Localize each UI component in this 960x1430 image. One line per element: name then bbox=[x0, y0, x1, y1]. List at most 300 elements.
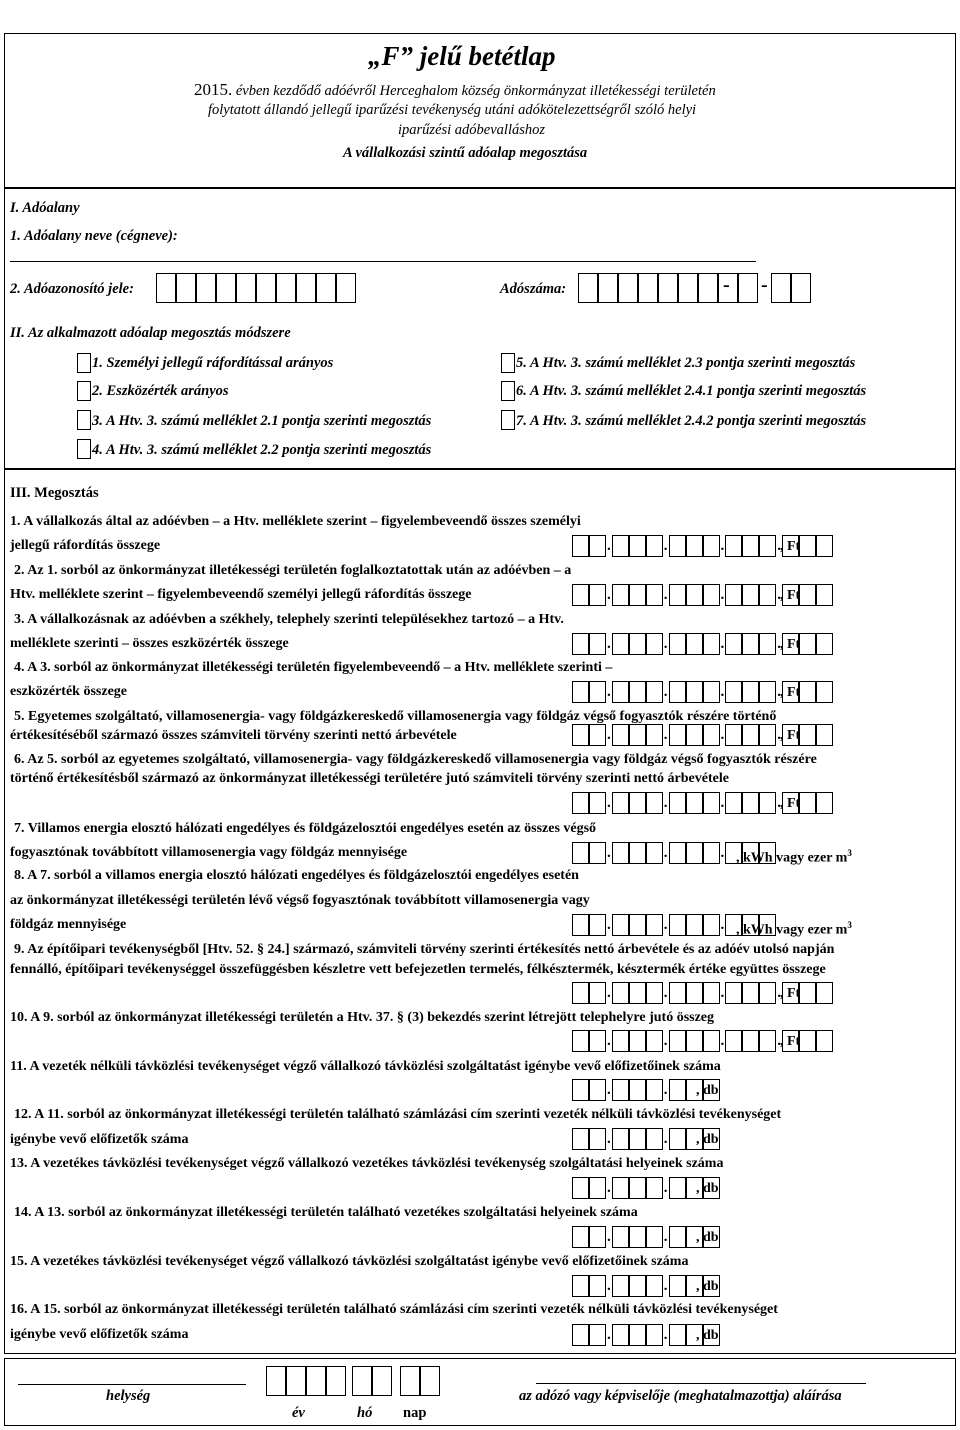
digit-cell[interactable] bbox=[816, 724, 833, 746]
digit-cell[interactable] bbox=[742, 792, 759, 814]
unit-text: , Ft bbox=[780, 728, 801, 743]
item-4-line1: 4. A 3. sorból az önkormányzat illetékességi területén figyelembeveendő – a Htv. melléklete szerinti – bbox=[14, 660, 613, 675]
item-10-unit bbox=[780, 1033, 800, 1050]
item-8-unit bbox=[736, 917, 852, 939]
digit-cell[interactable] bbox=[629, 1324, 646, 1346]
digit-cell[interactable] bbox=[572, 1275, 589, 1297]
item-14-line1: 14. A 13. sorból az önkormányzat illetékességi területén található vezetékes szolgáltatási helyeinek száma bbox=[14, 1205, 638, 1220]
digit-cell[interactable] bbox=[612, 584, 629, 606]
header-subtitle: A vállalkozási szintű adóalap megosztása bbox=[343, 145, 588, 161]
thousands-separator: . bbox=[720, 845, 725, 861]
item-7-line2: fogyasztónak továbbított villamosenergia vagy földgáz mennyisége bbox=[10, 845, 408, 860]
digit-cell[interactable] bbox=[612, 1177, 629, 1199]
item-16-line1: 16. A 15. sorból az önkormányzat illetékességi területén található számlázási cím szerinti vezeték nélküli távközlési tevékenységet bbox=[10, 1302, 778, 1317]
thousands-separator: . bbox=[720, 985, 725, 1001]
digit-cell[interactable] bbox=[686, 914, 703, 936]
unit-text: , Ft bbox=[780, 539, 801, 554]
thousands-separator: . bbox=[663, 636, 668, 652]
digit-cell[interactable] bbox=[703, 535, 720, 557]
item-12-unit bbox=[696, 1131, 719, 1148]
thousands-separator: . bbox=[607, 1229, 611, 1245]
digit-cell[interactable] bbox=[629, 1275, 646, 1297]
digit-cell[interactable] bbox=[816, 792, 833, 814]
digit-cell[interactable] bbox=[703, 982, 720, 1004]
digit-cell[interactable] bbox=[589, 1177, 606, 1199]
digit-cell[interactable] bbox=[725, 792, 742, 814]
method-checkbox-3[interactable] bbox=[77, 410, 91, 430]
thousands-separator: . bbox=[607, 587, 611, 603]
thousands-separator: . bbox=[663, 1229, 668, 1245]
item-2-line2: Htv. melléklete szerint – figyelembeveendő személyi jellegű ráfordítás összege bbox=[10, 587, 472, 602]
digit-cell[interactable] bbox=[725, 535, 742, 557]
thousands-separator: . bbox=[720, 636, 725, 652]
digit-cell[interactable] bbox=[816, 1030, 833, 1052]
unit-text: , db bbox=[696, 1181, 719, 1196]
digit-cell[interactable] bbox=[572, 724, 589, 746]
place-label: helység bbox=[106, 1388, 151, 1404]
digit-cell[interactable] bbox=[646, 982, 663, 1004]
thousands-separator: . bbox=[663, 845, 668, 861]
digit-cell[interactable] bbox=[725, 584, 742, 606]
thousands-separator: . bbox=[663, 1278, 668, 1294]
digit-cell[interactable] bbox=[686, 1030, 703, 1052]
digit-cell[interactable] bbox=[669, 535, 686, 557]
thousands-separator: . bbox=[777, 727, 781, 743]
digit-cell[interactable] bbox=[759, 1030, 776, 1052]
digit-cell[interactable] bbox=[759, 982, 776, 1004]
item-5-line2: értékesítéséből származó összes számviteli törvény szerinti nettó árbevétele bbox=[10, 728, 457, 743]
digit-cell[interactable] bbox=[725, 1030, 742, 1052]
digit-cell[interactable] bbox=[629, 1079, 646, 1101]
method-checkbox-6[interactable] bbox=[501, 381, 515, 401]
method-option-6: 6. A Htv. 3. számú melléklet 2.4.1 pontja szerinti megosztás bbox=[516, 383, 867, 399]
place-input-line[interactable] bbox=[18, 1384, 246, 1385]
item-9-line1: 9. Az építőipari tevékenységből [Htv. 52. § 24.] származó, számviteli törvény szerinti értékesítés nettó árbevétele és az adóév utolsó napján bbox=[14, 942, 835, 957]
thousands-separator: . bbox=[720, 727, 725, 743]
name-input-line[interactable] bbox=[10, 261, 756, 262]
digit-cell[interactable] bbox=[612, 842, 629, 864]
digit-cell[interactable] bbox=[572, 1324, 589, 1346]
item-3-line2: melléklete szerinti – összes eszközérték összege bbox=[10, 636, 289, 651]
thousands-separator: . bbox=[607, 1082, 611, 1098]
digit-cell[interactable] bbox=[669, 842, 686, 864]
thousands-separator: . bbox=[720, 587, 725, 603]
digit-cell[interactable] bbox=[799, 792, 816, 814]
digit-cell[interactable] bbox=[669, 584, 686, 606]
year-label: év bbox=[292, 1405, 305, 1421]
item-5-line1: 5. Egyetemes szolgáltató, villamosenergia- vagy földgázkereskedő villamosenergia vagy földgáz végső fogyasztók részére történő bbox=[14, 709, 777, 724]
unit-text: , db bbox=[696, 1328, 719, 1343]
thousands-separator: . bbox=[720, 1033, 725, 1049]
thousands-separator: . bbox=[663, 1327, 668, 1343]
digit-cell[interactable] bbox=[572, 1226, 589, 1248]
digit-cell[interactable] bbox=[742, 633, 759, 655]
digit-cell[interactable] bbox=[799, 1030, 816, 1052]
thousands-separator: . bbox=[607, 1327, 611, 1343]
digit-cell[interactable] bbox=[629, 1030, 646, 1052]
item-15-unit bbox=[696, 1278, 719, 1295]
item-7-unit bbox=[736, 845, 852, 867]
digit-cell[interactable] bbox=[612, 633, 629, 655]
digit-cell[interactable] bbox=[669, 982, 686, 1004]
item-16-line2: igénybe vevő előfizetők száma bbox=[10, 1327, 189, 1342]
date-year-cells[interactable] bbox=[266, 1366, 346, 1396]
method-checkbox-7[interactable] bbox=[501, 410, 515, 430]
digit-cell[interactable] bbox=[589, 584, 606, 606]
digit-cell[interactable] bbox=[669, 914, 686, 936]
digit-cell[interactable] bbox=[612, 1226, 629, 1248]
header-line-1 bbox=[194, 81, 716, 100]
item-16-unit bbox=[696, 1327, 719, 1344]
digit-cell[interactable] bbox=[799, 681, 816, 703]
digit-cell[interactable] bbox=[629, 1177, 646, 1199]
digit-cell[interactable] bbox=[816, 681, 833, 703]
unit-text: , Ft bbox=[780, 1034, 801, 1049]
digit-cell[interactable] bbox=[589, 914, 606, 936]
thousands-separator: . bbox=[777, 795, 781, 811]
digit-cell[interactable] bbox=[669, 1177, 686, 1199]
method-checkbox-2[interactable] bbox=[77, 381, 91, 401]
item-4-line2: eszközérték összege bbox=[10, 684, 128, 699]
digit-cell[interactable] bbox=[686, 982, 703, 1004]
taxid-cells[interactable] bbox=[156, 273, 356, 303]
unit-text: , kWh vagy ezer m bbox=[736, 850, 848, 866]
digit-cell[interactable] bbox=[669, 1275, 686, 1297]
digit-cell[interactable] bbox=[759, 584, 776, 606]
digit-cell[interactable] bbox=[646, 584, 663, 606]
item-7-line1: 7. Villamos energia elosztó hálózati engedélyes és földgázelosztói engedélyes esetén az összes végső bbox=[14, 821, 597, 836]
digit-cell[interactable] bbox=[646, 842, 663, 864]
digit-cell[interactable] bbox=[629, 982, 646, 1004]
item-14-unit bbox=[696, 1229, 719, 1246]
taxid-label: 2. Adóazonosító jele: bbox=[10, 281, 134, 297]
digit-cell[interactable] bbox=[646, 681, 663, 703]
item-8-line1: 8. A 7. sorból a villamos energia elosztó hálózati engedélyes és földgázelosztói engedélyes esetén bbox=[14, 868, 579, 883]
item-9-line2: fennálló, építőipari tevékenységgel összefüggésben készletre vett befejezetlen termelés, félkésztermék, késztermék értéke együttes összege bbox=[10, 962, 826, 977]
digit-cell[interactable] bbox=[686, 681, 703, 703]
digit-cell[interactable] bbox=[686, 792, 703, 814]
method-checkbox-4[interactable] bbox=[77, 439, 91, 459]
digit-cell[interactable] bbox=[612, 1128, 629, 1150]
header-year: 2015. bbox=[194, 80, 233, 99]
thousands-separator: . bbox=[607, 1278, 611, 1294]
digit-cell[interactable] bbox=[646, 1177, 663, 1199]
unit-text: , db bbox=[696, 1132, 719, 1147]
digit-cell[interactable] bbox=[816, 982, 833, 1004]
digit-cell[interactable] bbox=[572, 633, 589, 655]
taxnum-label: Adószáma: bbox=[500, 281, 567, 297]
digit-cell[interactable] bbox=[816, 633, 833, 655]
item-3-unit bbox=[780, 636, 800, 653]
taxnum-dash-2: - bbox=[761, 274, 768, 296]
thousands-separator: . bbox=[607, 684, 611, 700]
date-day-cells[interactable] bbox=[400, 1366, 440, 1396]
item-10-line1: 10. A 9. sorból az önkormányzat illetékességi területén a Htv. 37. § (3) bekezdés szerint létrejött telephelyre jutó összeg bbox=[10, 1010, 715, 1025]
item-3-line1: 3. A vállalkozásnak az adóévben a székhely, telephely szerinti településekhez tartozó – a Htv. bbox=[14, 612, 564, 627]
digit-cell[interactable] bbox=[572, 681, 589, 703]
unit-text: , Ft bbox=[780, 986, 801, 1001]
digit-cell[interactable] bbox=[759, 681, 776, 703]
digit-cell[interactable] bbox=[629, 681, 646, 703]
thousands-separator: . bbox=[607, 538, 611, 554]
digit-cell[interactable] bbox=[589, 1128, 606, 1150]
digit-cell[interactable] bbox=[799, 982, 816, 1004]
digit-cell[interactable] bbox=[589, 1226, 606, 1248]
taxnum-cells-mid[interactable] bbox=[738, 273, 758, 303]
thousands-separator: . bbox=[663, 538, 668, 554]
thousands-separator: . bbox=[777, 587, 781, 603]
digit-cell[interactable] bbox=[612, 982, 629, 1004]
item-11-line1: 11. A vezeték nélküli távközlési tevékenységet végző vállalkozó távközlési szolgáltatást igénybe vevő előfizetőinek száma bbox=[10, 1059, 721, 1074]
method-checkbox-5[interactable] bbox=[501, 353, 515, 373]
digit-cell[interactable] bbox=[572, 1030, 589, 1052]
item-13-line1: 13. A vezetékes távközlési tevékenységet végző vállalkozó vezetékes távközlési tevékenység szolgáltatási helyeinek száma bbox=[10, 1156, 724, 1171]
method-option-2: 2. Eszközérték arányos bbox=[92, 383, 229, 399]
item-6-line1: 6. Az 5. sorból az egyetemes szolgáltató, villamosenergia- vagy földgázkereskedő villamosenergia vagy földgáz végső fogyasztók részére bbox=[14, 752, 817, 767]
digit-cell[interactable] bbox=[589, 982, 606, 1004]
digit-cell[interactable] bbox=[646, 792, 663, 814]
thousands-separator: . bbox=[607, 795, 611, 811]
digit-cell[interactable] bbox=[686, 535, 703, 557]
item-2-unit bbox=[780, 587, 800, 604]
digit-cell[interactable] bbox=[799, 535, 816, 557]
thousands-separator: . bbox=[777, 1033, 781, 1049]
digit-cell[interactable] bbox=[669, 1079, 686, 1101]
digit-cell[interactable] bbox=[589, 724, 606, 746]
digit-cell[interactable] bbox=[629, 842, 646, 864]
taxnum-cells-end[interactable] bbox=[771, 273, 811, 303]
date-month-cells[interactable] bbox=[352, 1366, 392, 1396]
item-11-unit bbox=[696, 1082, 719, 1099]
taxnum-dash-1: - bbox=[723, 274, 730, 296]
thousands-separator: . bbox=[720, 795, 725, 811]
digit-cell[interactable] bbox=[669, 1226, 686, 1248]
thousands-separator: . bbox=[663, 1180, 668, 1196]
digit-cell[interactable] bbox=[589, 1079, 606, 1101]
thousands-separator: . bbox=[607, 1033, 611, 1049]
digit-cell[interactable] bbox=[646, 1079, 663, 1101]
digit-cell[interactable] bbox=[629, 633, 646, 655]
thousands-separator: . bbox=[663, 1033, 668, 1049]
digit-cell[interactable] bbox=[589, 535, 606, 557]
digit-cell[interactable] bbox=[612, 1030, 629, 1052]
digit-cell[interactable] bbox=[646, 1275, 663, 1297]
digit-cell[interactable] bbox=[646, 1226, 663, 1248]
digit-cell[interactable] bbox=[742, 584, 759, 606]
unit-text: , db bbox=[696, 1279, 719, 1294]
item-6-unit bbox=[780, 795, 800, 812]
digit-cell[interactable] bbox=[759, 633, 776, 655]
name-label: 1. Adóalany neve (cégneve): bbox=[10, 228, 178, 244]
digit-cell[interactable] bbox=[572, 982, 589, 1004]
digit-cell[interactable] bbox=[629, 792, 646, 814]
thousands-separator: . bbox=[663, 1131, 668, 1147]
digit-cell[interactable] bbox=[612, 535, 629, 557]
digit-cell[interactable] bbox=[703, 633, 720, 655]
digit-cell[interactable] bbox=[686, 633, 703, 655]
digit-cell[interactable] bbox=[742, 724, 759, 746]
method-option-7: 7. A Htv. 3. számú melléklet 2.4.2 pontja szerinti megosztás bbox=[516, 413, 867, 429]
header-line-3: iparűzési adóbevalláshoz bbox=[398, 122, 546, 138]
thousands-separator: . bbox=[720, 917, 725, 933]
item-8-line2: az önkormányzat illetékességi területén lévő végső fogyasztónak továbbított villamosenergia vagy bbox=[10, 893, 590, 908]
digit-cell[interactable] bbox=[629, 1128, 646, 1150]
digit-cell[interactable] bbox=[646, 914, 663, 936]
unit-text: , db bbox=[696, 1083, 719, 1098]
digit-cell[interactable] bbox=[612, 792, 629, 814]
item-4-unit bbox=[780, 684, 800, 701]
unit-text: , Ft bbox=[780, 588, 801, 603]
digit-cell[interactable] bbox=[629, 1226, 646, 1248]
thousands-separator: . bbox=[607, 845, 611, 861]
method-checkbox-1[interactable] bbox=[77, 353, 91, 373]
thousands-separator: . bbox=[777, 684, 781, 700]
signature-line[interactable] bbox=[536, 1383, 866, 1384]
digit-cell[interactable] bbox=[572, 1177, 589, 1199]
item-12-line2: igénybe vevő előfizetők száma bbox=[10, 1132, 189, 1147]
digit-cell[interactable] bbox=[799, 633, 816, 655]
digit-cell[interactable] bbox=[572, 535, 589, 557]
digit-cell[interactable] bbox=[646, 1030, 663, 1052]
digit-cell[interactable] bbox=[816, 584, 833, 606]
unit-text: , Ft bbox=[780, 637, 801, 652]
digit-cell[interactable] bbox=[629, 914, 646, 936]
thousands-separator: . bbox=[607, 1131, 611, 1147]
unit-superscript: 3 bbox=[847, 848, 852, 858]
digit-cell[interactable] bbox=[686, 724, 703, 746]
digit-cell[interactable] bbox=[703, 724, 720, 746]
digit-cell[interactable] bbox=[799, 724, 816, 746]
method-option-3: 3. A Htv. 3. számú melléklet 2.1 pontja szerinti megosztás bbox=[92, 413, 432, 429]
digit-cell[interactable] bbox=[646, 724, 663, 746]
thousands-separator: . bbox=[607, 727, 611, 743]
header-line-2: folytatott állandó jellegű iparűzési tevékenység utáni adókötelezettségről szóló helyi bbox=[208, 102, 697, 118]
header-line1-text: évben kezdődő adóévről Herceghalom község önkormányzat illetékességi területén bbox=[235, 83, 716, 99]
section1-heading: I. Adóalany bbox=[10, 200, 80, 216]
thousands-separator: . bbox=[663, 985, 668, 1001]
digit-cell[interactable] bbox=[759, 724, 776, 746]
thousands-separator: . bbox=[720, 684, 725, 700]
month-label: hó bbox=[357, 1405, 373, 1421]
digit-cell[interactable] bbox=[703, 1030, 720, 1052]
digit-cell[interactable] bbox=[669, 1128, 686, 1150]
digit-cell[interactable] bbox=[572, 1128, 589, 1150]
thousands-separator: . bbox=[607, 1180, 611, 1196]
digit-cell[interactable] bbox=[669, 1324, 686, 1346]
digit-cell[interactable] bbox=[669, 724, 686, 746]
digit-cell[interactable] bbox=[742, 1030, 759, 1052]
digit-cell[interactable] bbox=[572, 792, 589, 814]
thousands-separator: . bbox=[663, 684, 668, 700]
digit-cell[interactable] bbox=[703, 681, 720, 703]
item-12-line1: 12. A 11. sorból az önkormányzat illetékességi területén található számlázási cím szerinti vezeték nélküli távközlési tevékenységet bbox=[14, 1107, 782, 1122]
digit-cell[interactable] bbox=[572, 584, 589, 606]
method-option-1: 1. Személyi jellegű ráfordítással arányos bbox=[92, 355, 334, 371]
digit-cell[interactable] bbox=[612, 1275, 629, 1297]
item-1-line2: jellegű ráfordítás összege bbox=[10, 538, 161, 553]
day-label: nap bbox=[403, 1405, 427, 1421]
item-6-line2: történő értékesítésből származó az önkormányzat illetékességi területére jutó számviteli törvény szerinti nettó árbevétele bbox=[10, 771, 729, 786]
digit-cell[interactable] bbox=[589, 1324, 606, 1346]
digit-cell[interactable] bbox=[589, 1030, 606, 1052]
digit-cell[interactable] bbox=[612, 681, 629, 703]
digit-cell[interactable] bbox=[686, 842, 703, 864]
item-1-unit bbox=[780, 538, 800, 555]
digit-cell[interactable] bbox=[725, 681, 742, 703]
item-9-unit bbox=[780, 985, 800, 1002]
digit-cell[interactable] bbox=[669, 633, 686, 655]
thousands-separator: . bbox=[663, 1082, 668, 1098]
digit-cell[interactable] bbox=[646, 535, 663, 557]
digit-cell[interactable] bbox=[589, 842, 606, 864]
digit-cell[interactable] bbox=[759, 792, 776, 814]
digit-cell[interactable] bbox=[629, 535, 646, 557]
thousands-separator: . bbox=[663, 727, 668, 743]
digit-cell[interactable] bbox=[589, 633, 606, 655]
digit-cell[interactable] bbox=[725, 982, 742, 1004]
digit-cell[interactable] bbox=[612, 1079, 629, 1101]
digit-cell[interactable] bbox=[742, 681, 759, 703]
thousands-separator: . bbox=[777, 636, 781, 652]
digit-cell[interactable] bbox=[612, 914, 629, 936]
digit-cell[interactable] bbox=[725, 724, 742, 746]
digit-cell[interactable] bbox=[703, 584, 720, 606]
digit-cell[interactable] bbox=[572, 1079, 589, 1101]
digit-cell[interactable] bbox=[686, 584, 703, 606]
thousands-separator: . bbox=[663, 795, 668, 811]
digit-cell[interactable] bbox=[589, 681, 606, 703]
digit-cell[interactable] bbox=[816, 535, 833, 557]
item-1-line1: 1. A vállalkozás által az adóévben – a Htv. melléklete szerint – figyelembeveendő összes személyi bbox=[10, 514, 581, 529]
unit-text: , db bbox=[696, 1230, 719, 1245]
digit-cell[interactable] bbox=[703, 792, 720, 814]
digit-cell[interactable] bbox=[572, 842, 589, 864]
digit-cell[interactable] bbox=[629, 724, 646, 746]
digit-cell[interactable] bbox=[669, 1030, 686, 1052]
digit-cell[interactable] bbox=[646, 1324, 663, 1346]
unit-text: , Ft bbox=[780, 685, 801, 700]
signature-label: az adózó vagy képviselője (meghatalmazottja) aláírása bbox=[519, 1388, 842, 1404]
digit-cell[interactable] bbox=[703, 842, 720, 864]
digit-cell[interactable] bbox=[759, 535, 776, 557]
digit-cell[interactable] bbox=[799, 584, 816, 606]
digit-cell[interactable] bbox=[669, 681, 686, 703]
digit-cell[interactable] bbox=[646, 633, 663, 655]
digit-cell[interactable] bbox=[629, 584, 646, 606]
digit-cell[interactable] bbox=[703, 914, 720, 936]
digit-cell[interactable] bbox=[612, 724, 629, 746]
thousands-separator: . bbox=[607, 917, 611, 933]
digit-cell[interactable] bbox=[742, 982, 759, 1004]
digit-cell[interactable] bbox=[572, 914, 589, 936]
thousands-separator: . bbox=[607, 985, 611, 1001]
digit-cell[interactable] bbox=[589, 1275, 606, 1297]
unit-text: , Ft bbox=[780, 796, 801, 811]
digit-cell[interactable] bbox=[742, 535, 759, 557]
digit-cell[interactable] bbox=[589, 792, 606, 814]
taxnum-cells-main[interactable] bbox=[578, 273, 738, 303]
digit-cell[interactable] bbox=[612, 1324, 629, 1346]
thousands-separator: . bbox=[777, 538, 781, 554]
form-title: „F” jelű betétlap bbox=[368, 41, 556, 71]
digit-cell[interactable] bbox=[669, 792, 686, 814]
item-8-line3: földgáz mennyisége bbox=[10, 917, 127, 932]
thousands-separator: . bbox=[663, 587, 668, 603]
thousands-separator: . bbox=[663, 917, 668, 933]
digit-cell[interactable] bbox=[646, 1128, 663, 1150]
digit-cell[interactable] bbox=[725, 633, 742, 655]
unit-text: , kWh vagy ezer m bbox=[736, 922, 848, 938]
